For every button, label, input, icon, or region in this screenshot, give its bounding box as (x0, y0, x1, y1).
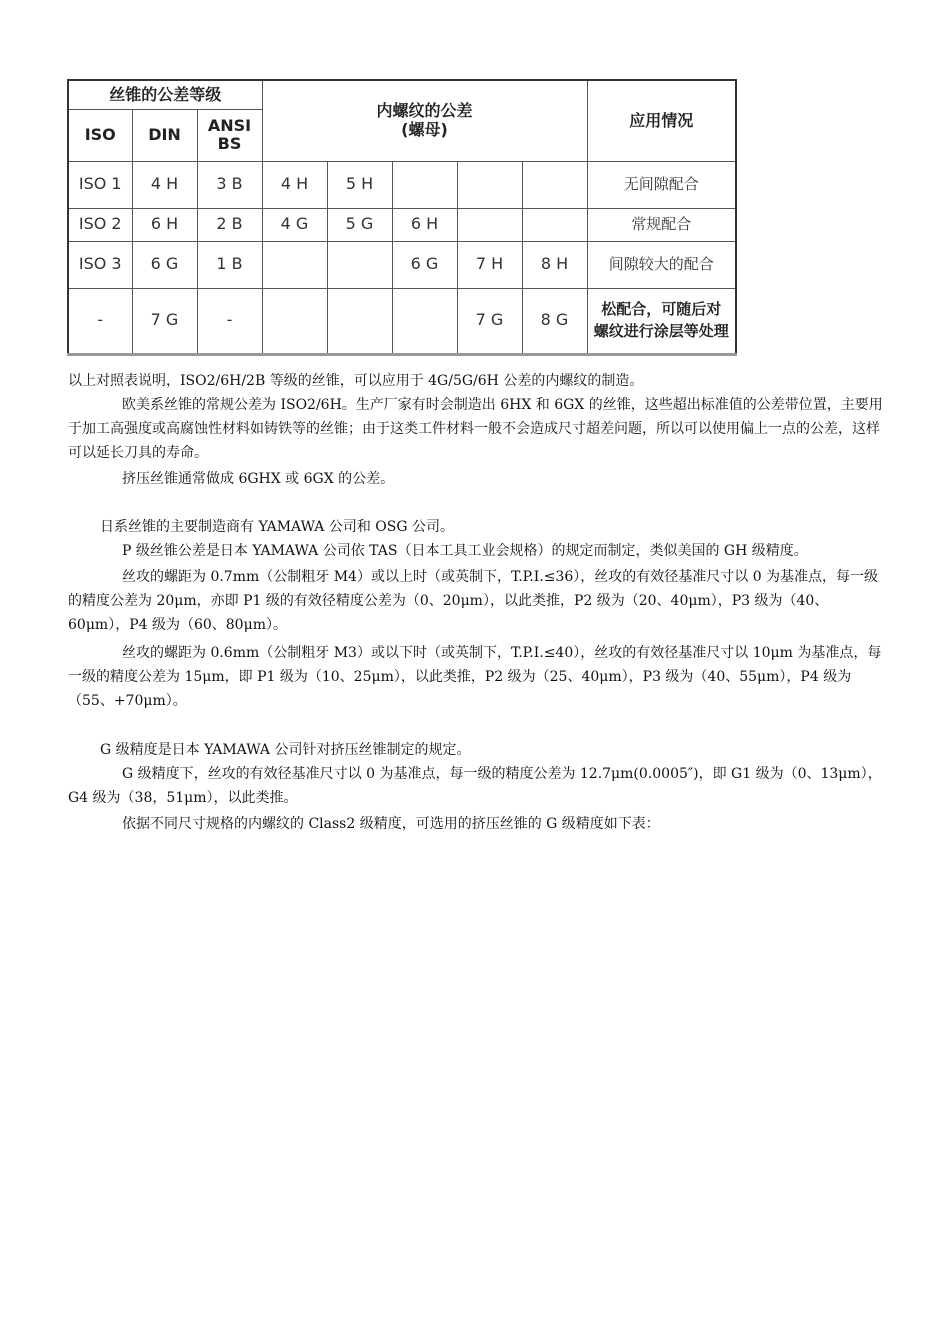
cell-thread-2: 5 H (327, 161, 392, 208)
col-header-ansi-bs (197, 109, 262, 161)
cell-din: 7 G (132, 288, 197, 354)
paragraph-table-note: 以上对照表说明，ISO2/6H/2B 等级的丝锥，可以应用于 4G/5G/6H 公差的内螺纹的制造。 (68, 373, 644, 389)
cell-thread-1 (262, 288, 327, 354)
col-header-bs: BS (217, 134, 242, 153)
cell-din: 4 H (132, 161, 197, 208)
cell-application: 无间隙配合 (587, 161, 736, 208)
cell-thread-1: 4 H (262, 161, 327, 208)
internal-thread-title: 内螺纹的公差 (376, 101, 473, 121)
cell-thread-2: 5 G (327, 208, 392, 241)
cell-thread-1 (262, 241, 327, 288)
col-header-iso: ISO (68, 109, 132, 161)
application-line-1: 松配合，可随后对 (601, 299, 722, 318)
cell-ansi: 1 B (197, 241, 262, 288)
cell-din: 6 G (132, 241, 197, 288)
cell-iso: ISO 1 (68, 161, 132, 208)
paragraph-japanese-makers: 日系丝锥的主要制造商有 YAMAWA 公司和 OSG 公司。 (100, 519, 454, 535)
table-row (68, 288, 736, 354)
paragraph-p-grade: P 级丝锥公差是日本 YAMAWA 公司依 TAS（日本工具工业会规格）的规定而制定，类似美国的 GH 级精度。 (122, 543, 808, 559)
table-row (68, 208, 736, 241)
tolerance-comparison-table (67, 79, 737, 356)
cell-din: 6 H (132, 208, 197, 241)
cell-application: 常规配合 (587, 208, 736, 241)
paragraph-g-grade: G 级精度是日本 YAMAWA 公司针对挤压丝锥制定的规定。 (100, 742, 471, 758)
paragraph-forming-taps: 挤压丝锥通常做成 6GHX 或 6GX 的公差。 (122, 471, 395, 487)
cell-thread-3 (392, 288, 457, 354)
cell-application (587, 288, 736, 354)
cell-thread-2 (327, 241, 392, 288)
cell-thread-3: 6 H (392, 208, 457, 241)
cell-thread-3 (392, 161, 457, 208)
cell-iso: ISO 2 (68, 208, 132, 241)
paragraph-pitch-06: 丝攻的螺距为 0.6mm（公制粗牙 M3）或以下时（或英制下，T.P.I.≤40），丝攻的有效径基准尺寸以 10μm 为基准点，每一级的精度公差为 15μm，即 P1 级为（10、25μm），以此类推，P2 级为（25、40μm），P3 级为（40、55μm），P4 级为（55、+70μm）。 (68, 645, 882, 709)
col-header-ansi: ANSI (207, 115, 252, 135)
cell-thread-5: 8 H (522, 241, 587, 288)
cell-thread-1: 4 G (262, 208, 327, 241)
cell-ansi: - (197, 288, 262, 354)
cell-thread-3: 6 G (392, 241, 457, 288)
paragraph-western-taps: 欧美系丝锥的常规公差为 ISO2/6H。生产厂家有时会制造出 6HX 和 6GX 的丝锥，这些超出标准值的公差带位置，主要用于加工高强度或高腐蚀性材料如铸铁等的丝锥；由于这类工件材料一般不会造成尺寸超差问题，所以可以使用偏上一点的公差，这样可以延长刀具的寿命。 (68, 397, 883, 461)
cell-iso: ISO 3 (68, 241, 132, 288)
cell-thread-5 (522, 208, 587, 241)
cell-thread-5 (522, 161, 587, 208)
paragraph-pitch-07: 丝攻的螺距为 0.7mm（公制粗牙 M4）或以上时（或英制下，T.P.I.≤36），丝攻的有效径基准尺寸以 0 为基准点，每一级的精度公差为 20μm，亦即 P1 级的有效径精度公差为（0、20μm），以此类推，P2 级为（20、40μm），P3 级为（40、60μm），P4 级为（60、80μm）。 (68, 569, 879, 633)
cell-ansi: 3 B (197, 161, 262, 208)
paragraph-g-grade-detail: G 级精度下，丝攻的有效径基准尺寸以 0 为基准点，每一级的精度公差为 12.7μm(0.0005″)，即 G1 级为（0、13μm），G4 级为（38，51μm），以此类推。 (68, 766, 882, 806)
internal-thread-subtitle: (螺母) (401, 119, 448, 139)
cell-thread-4 (457, 161, 522, 208)
tap-grade-header: 丝锥的公差等级 (68, 80, 262, 109)
application-header: 应用情况 (587, 80, 736, 161)
cell-thread-5: 8 G (522, 288, 587, 354)
table-row (68, 241, 736, 288)
cell-thread-4: 7 H (457, 241, 522, 288)
application-line-2: 螺纹进行涂层等处理 (593, 321, 729, 340)
cell-ansi: 2 B (197, 208, 262, 241)
paragraph-class2-selection: 依据不同尺寸规格的内螺纹的 Class2 级精度，可选用的挤压丝锥的 G 级精度如下表： (122, 816, 660, 832)
internal-thread-header (262, 80, 587, 161)
col-header-din: DIN (132, 109, 197, 161)
cell-iso: - (68, 288, 132, 354)
table-row (68, 161, 736, 208)
cell-thread-2 (327, 288, 392, 354)
cell-thread-4: 7 G (457, 288, 522, 354)
cell-thread-4 (457, 208, 522, 241)
cell-application: 间隙较大的配合 (587, 241, 736, 288)
